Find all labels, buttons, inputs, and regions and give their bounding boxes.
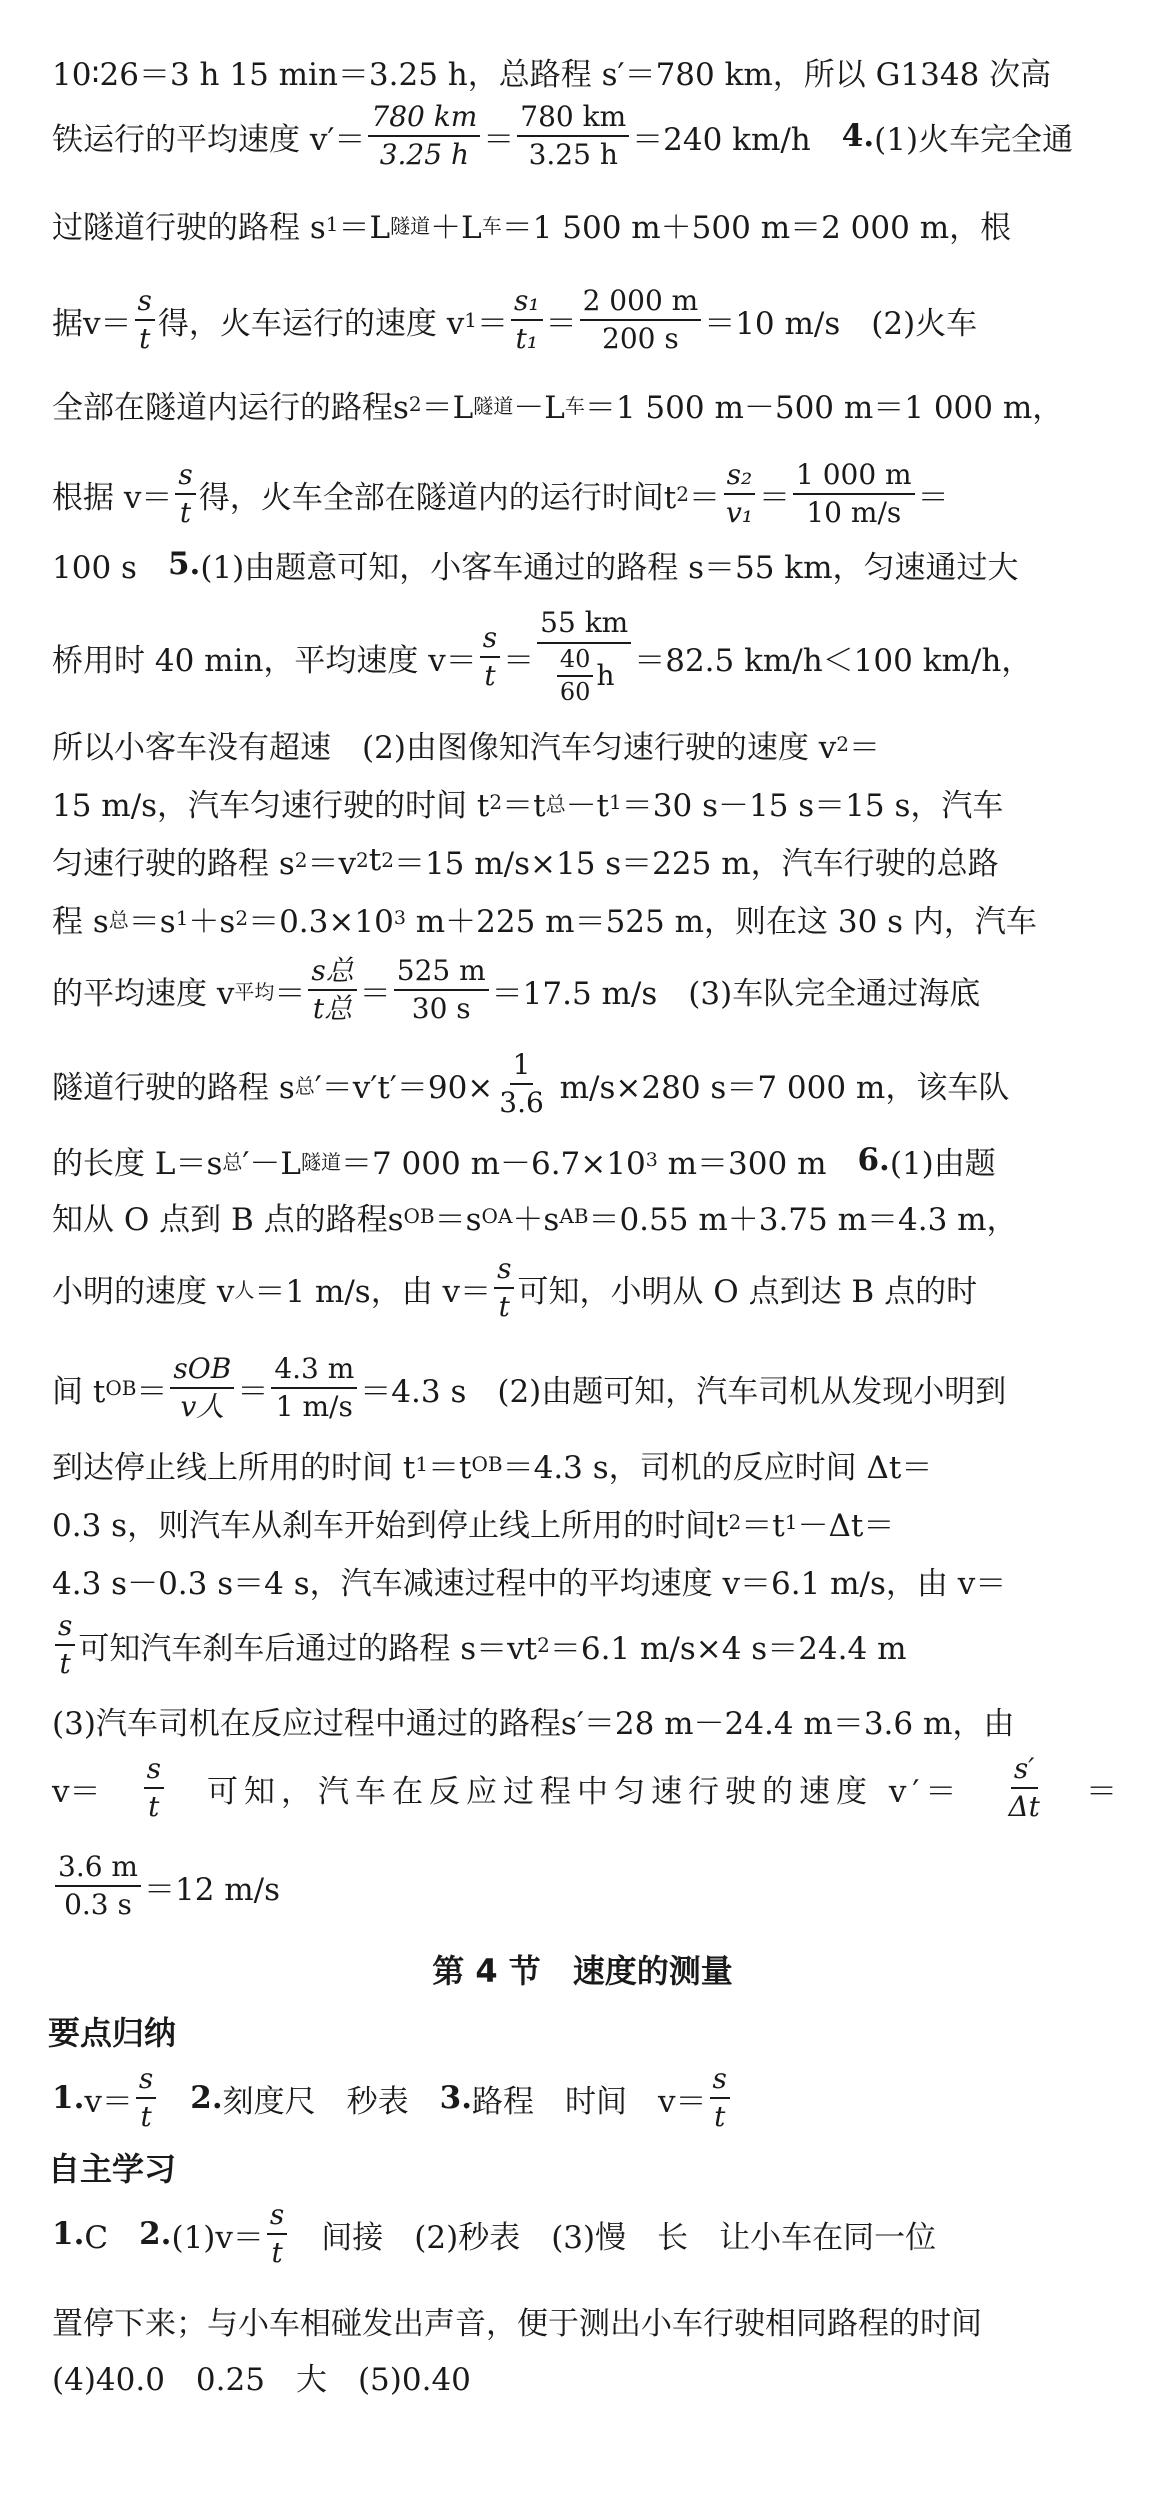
fraction xyxy=(271,1353,357,1423)
question-number: 1. xyxy=(52,2080,85,2116)
subscript: OB xyxy=(403,1204,435,1228)
subscript: AB xyxy=(559,1204,589,1228)
subscript: 隧道 xyxy=(473,393,514,418)
subscript: 2 xyxy=(235,906,249,930)
subscript: 2 xyxy=(294,848,308,872)
fraction xyxy=(517,101,629,171)
subscript: 总 xyxy=(545,791,566,816)
subscript: 总 xyxy=(222,1149,243,1174)
numerator: 1 xyxy=(510,1049,534,1085)
denominator: v人 xyxy=(180,1390,225,1423)
text-segment: ＝30 s－15 s＝15 s，汽车 xyxy=(621,787,1004,824)
text-segment: v＝ xyxy=(84,2083,133,2120)
text-segment: ＝ xyxy=(477,305,508,342)
text-line xyxy=(52,1696,1117,1744)
text-segment: 隧道行驶的路程 s xyxy=(52,1069,295,1106)
denominator: 3.25 h xyxy=(528,138,618,171)
text-segment: (1)火车完全通 xyxy=(874,121,1074,158)
text-segment: 到达停止线上所用的时间 t xyxy=(52,1449,416,1486)
text-segment: 可知，小明从 O 点到达 B 点的时 xyxy=(517,1273,978,1310)
question-number: 2. xyxy=(190,2080,223,2116)
text-segment: ＝1 500 m－500 m＝1 000 m， xyxy=(584,389,1064,426)
fraction xyxy=(580,285,702,355)
text-segment: 根据 v＝ xyxy=(52,479,173,516)
subscript: 2 xyxy=(408,392,422,416)
subscript: 2 xyxy=(537,1633,550,1657)
text-line xyxy=(52,778,1117,826)
text-segment: 10∶26＝3 h 15 min＝3.25 h，总路程 s′＝780 km，所以 G1348 次高 xyxy=(52,56,1052,93)
text-segment: 4.3 s－0.3 s＝4 s，汽车减速过程中的平均速度 v＝6.1 m/s，由 v＝ xyxy=(52,1565,1007,1602)
subscript: 1 xyxy=(784,1510,798,1534)
fraction xyxy=(710,2063,730,2133)
text-segment: ＋s xyxy=(188,903,236,940)
fraction xyxy=(496,1049,547,1119)
subscript: 2 xyxy=(676,482,689,506)
text-segment: 桥用时 40 min，平均速度 v＝ xyxy=(52,642,477,679)
subscript: OB xyxy=(105,1376,137,1400)
fraction xyxy=(394,955,489,1025)
question-number: 3. xyxy=(439,2080,473,2116)
text-segment: ＝ xyxy=(359,975,391,1012)
question-number: 6. xyxy=(857,1142,890,1178)
text-segment: 匀速行驶的路程 s xyxy=(52,845,295,882)
text-segment: 可知汽车刹车后通过的路程 s＝vt xyxy=(78,1630,538,1667)
text-segment: ＝7 000 m－6.7×10 xyxy=(340,1145,646,1182)
fraction xyxy=(136,2063,156,2133)
text-segment: ＝0.55 m＋3.75 m＝4.3 m， xyxy=(588,1201,1018,1238)
text-line xyxy=(52,1136,1117,1184)
fraction xyxy=(175,459,195,529)
text-segment: m＝300 m xyxy=(657,1145,858,1182)
text-segment: ＝t xyxy=(502,787,546,824)
text-line xyxy=(52,942,1117,1038)
fraction xyxy=(793,459,915,529)
text-segment: 过隧道行驶的路程 s xyxy=(52,209,326,246)
text-segment: ＋s xyxy=(512,1201,560,1238)
text-line xyxy=(52,446,1117,542)
numerator: s总 xyxy=(308,955,356,991)
text-segment: 全部在隧道内运行的路程s xyxy=(52,389,409,426)
fraction xyxy=(144,1753,164,1823)
text-line xyxy=(52,1036,1117,1132)
denominator: 200 s xyxy=(602,322,679,355)
subscript: 平均 xyxy=(234,979,275,1004)
fraction xyxy=(494,1253,514,1323)
text-line xyxy=(52,1838,1117,1934)
text-line xyxy=(52,1240,1117,1336)
text-segment: (1)由题意可知，小客车通过的路程 s＝55 km，匀速通过大 xyxy=(200,549,1019,586)
text-segment: 得，火车运行的速度 v xyxy=(157,305,465,342)
question-number: 2. xyxy=(139,2216,172,2252)
text-line xyxy=(52,1740,1117,1836)
superscript: 3 xyxy=(393,907,406,929)
text-segment: 15 m/s，汽车匀速行驶的时间 t xyxy=(52,787,490,824)
numerator: 3.6 m xyxy=(55,1851,141,1887)
inner-fraction xyxy=(557,646,594,707)
fraction xyxy=(55,1851,141,1921)
text-segment: ＝82.5 km/h＜100 km/h， xyxy=(634,642,1033,679)
text-segment: ＝ xyxy=(759,479,790,516)
denominator: t xyxy=(139,322,151,355)
subscript: OB xyxy=(471,1452,503,1476)
question-number: 1. xyxy=(52,2216,85,2252)
fraction xyxy=(55,1610,75,1680)
text-line xyxy=(52,1600,1117,1690)
denominator: t xyxy=(140,2100,152,2133)
text-line xyxy=(52,2186,1117,2282)
text-line xyxy=(52,720,1117,768)
text-segment: ＝10 m/s (2)火车 xyxy=(704,305,978,342)
fraction xyxy=(267,2199,287,2269)
text-segment: ＝s xyxy=(128,903,176,940)
text-segment: 可知，汽车在反应过程中匀速行驶的速度 v′＝ xyxy=(206,1773,963,1810)
numerator: s xyxy=(267,2199,287,2235)
subscript: 车 xyxy=(481,213,502,238)
text-line xyxy=(52,88,1117,184)
numerator: 4.3 m xyxy=(271,1353,357,1389)
heading-key-points: 要点归纳 xyxy=(48,2014,177,2052)
numerator: sOB xyxy=(170,1353,234,1389)
text-segment: 100 s xyxy=(52,549,168,586)
text-segment: 间接 (2)秒表 (3)慢 长 让小车在同一位 xyxy=(290,2219,937,2256)
text-segment: ＝4.3 s，司机的反应时间 Δt＝ xyxy=(502,1449,933,1486)
numerator: 525 m xyxy=(394,955,489,991)
text-segment: ＝0.3×10 xyxy=(248,903,394,940)
text-segment: t xyxy=(368,842,382,878)
denominator: v₁ xyxy=(725,496,753,529)
numerator: 2 000 m xyxy=(580,285,702,321)
text-segment: 小明的速度 v xyxy=(52,1273,235,1310)
denominator: 0.3 s xyxy=(64,1888,132,1921)
subscript: OA xyxy=(481,1204,513,1228)
text-segment: ＝ xyxy=(917,479,949,516)
text-segment: 的长度 L＝s xyxy=(52,1145,223,1182)
text-line xyxy=(52,1440,1117,1488)
text-segment: m＋225 m＝525 m，则在这 30 s 内，汽车 xyxy=(405,903,1037,940)
numerator: s′ xyxy=(1011,1753,1038,1789)
text-segment: ＝ xyxy=(1085,1773,1117,1810)
fraction xyxy=(308,955,356,1025)
text-segment: ＝t xyxy=(428,1449,472,1486)
denominator: t xyxy=(484,659,496,692)
fraction xyxy=(368,101,480,171)
text-segment: －Δt＝ xyxy=(797,1507,895,1544)
subscript: 隧道 xyxy=(390,213,431,238)
text-segment: 0.3 s，则汽车从刹车开始到停止线上所用的时间t xyxy=(52,1507,729,1544)
text-segment: (1)v＝ xyxy=(171,2219,264,2256)
text-segment: ＝1 500 m＋500 m＝2 000 m，根 xyxy=(501,209,1012,246)
text-line xyxy=(52,2050,1117,2146)
denominator: 1 m/s xyxy=(275,1390,353,1423)
subscript: 1 xyxy=(464,308,477,332)
denominator: t xyxy=(59,1647,71,1680)
numerator: s₂ xyxy=(724,459,756,495)
text-segment: ＝s xyxy=(434,1201,482,1238)
fraction xyxy=(135,285,155,355)
text-segment: ＝15 m/s×15 s＝225 m，汽车行驶的总路 xyxy=(393,845,999,882)
subscript: 1 xyxy=(415,1452,429,1476)
superscript: 3 xyxy=(645,1149,658,1171)
heading-self-study: 自主学习 xyxy=(48,2150,177,2188)
numerator: s xyxy=(55,1610,75,1646)
text-segment: ＝ xyxy=(274,975,306,1012)
text-line xyxy=(52,540,1117,588)
question-number: 4. xyxy=(841,118,875,154)
denominator xyxy=(551,644,618,707)
question-number: 5. xyxy=(167,546,201,582)
denominator: t xyxy=(498,1290,510,1323)
text-segment: ＝ xyxy=(136,1373,168,1410)
subscript: 2 xyxy=(728,1510,742,1534)
numerator: 780 km xyxy=(517,101,629,137)
text-segment: ′－L xyxy=(242,1145,301,1182)
text-line xyxy=(52,272,1117,368)
numerator: s xyxy=(710,2063,730,2099)
subscript: 总 xyxy=(108,907,129,932)
text-segment: 程 s xyxy=(52,903,109,940)
denominator: t xyxy=(714,2100,726,2133)
denominator: t xyxy=(271,2236,283,2269)
text-segment: 据v＝ xyxy=(52,305,132,342)
text-segment: －L xyxy=(513,389,565,426)
numerator: s xyxy=(136,2063,156,2099)
denominator: t₁ xyxy=(515,322,539,355)
text-segment: 铁运行的平均速度 v′＝ xyxy=(52,121,366,158)
text-segment: (4)40.0 0.25 大 (5)0.40 xyxy=(52,2361,471,2398)
text-segment: ＝1 m/s，由 v＝ xyxy=(254,1273,492,1310)
text-segment: C xyxy=(84,2219,140,2256)
text-segment xyxy=(159,2076,190,2121)
text-segment: ＝ xyxy=(483,121,515,158)
subscript: 2 xyxy=(381,848,394,872)
numerator: 55 km xyxy=(537,607,631,643)
numerator: 1 000 m xyxy=(793,459,915,495)
text-segment: v＝ xyxy=(52,1773,101,1810)
fraction xyxy=(511,285,543,355)
numerator: s₁ xyxy=(511,285,543,321)
text-segment: 所以小客车没有超速 (2)由图像知汽车匀速行驶的速度 v xyxy=(52,729,837,766)
denominator: t xyxy=(148,1790,160,1823)
text-segment: 间 t xyxy=(52,1373,106,1410)
text-segment: ＝240 km/h xyxy=(632,121,842,158)
compound-fraction xyxy=(537,607,631,706)
text-segment: 刻度尺 秒表 xyxy=(222,2083,440,2120)
text-line xyxy=(52,200,1117,248)
denominator: t xyxy=(179,496,192,529)
fraction xyxy=(1005,1753,1042,1823)
text-segment: ＝L xyxy=(421,389,474,426)
subscript: 1 xyxy=(325,212,339,236)
section-title: 第 4 节 速度的测量 xyxy=(432,1952,733,1990)
text-segment: －t xyxy=(565,787,610,824)
text-line xyxy=(52,836,1117,884)
text-segment: ＝v xyxy=(307,845,357,882)
denominator: 10 m/s xyxy=(806,496,902,529)
text-line xyxy=(52,1498,1117,1546)
subscript: 2 xyxy=(356,848,369,872)
text-segment: 知从 O 点到 B 点的路程s xyxy=(52,1201,404,1238)
text-line xyxy=(52,380,1117,428)
numerator: s xyxy=(480,622,500,658)
subscript: 1 xyxy=(175,906,189,930)
fraction xyxy=(170,1353,234,1423)
text-segment: m/s×280 s＝7 000 m，该车队 xyxy=(549,1069,1010,1106)
numerator: 780 km xyxy=(368,101,480,137)
text-segment: 路程 时间 v＝ xyxy=(472,2083,707,2120)
denominator: 3.25 h xyxy=(379,138,469,171)
denominator: 30 s xyxy=(411,992,471,1025)
numerator: s xyxy=(135,285,155,321)
text-line xyxy=(52,1340,1117,1436)
denominator: 3.6 xyxy=(499,1086,544,1119)
subscript: 2 xyxy=(836,732,850,756)
text-line xyxy=(52,592,1117,722)
text-segment: ＝t xyxy=(741,1507,785,1544)
numerator: s xyxy=(144,1753,164,1789)
text-segment: ＝ xyxy=(503,642,535,679)
text-segment: ＝ xyxy=(545,305,577,342)
text-segment: (1)由题 xyxy=(889,1145,996,1182)
text-line xyxy=(52,2296,1117,2344)
text-line xyxy=(52,1556,1117,1604)
text-segment: 得，火车全部在隧道内的运行时间t xyxy=(198,479,677,516)
text-segment: ＝17.5 m/s (3)车队完全通过海底 xyxy=(491,975,981,1012)
text-segment: 置停下来；与小车相碰发出声音，便于测出小车行驶相同路程的时间 xyxy=(52,2305,982,2342)
text-segment: ＝ xyxy=(688,479,720,516)
denominator: 60 xyxy=(559,678,591,707)
text-line xyxy=(52,1192,1117,1240)
text-segment: 的平均速度 v xyxy=(52,975,235,1012)
denominator: t总 xyxy=(312,992,353,1025)
numerator: 40 xyxy=(557,646,594,678)
text-segment: ＝4.3 s (2)由题可知，汽车司机从发现小明到 xyxy=(360,1373,1007,1410)
subscript: 总 xyxy=(294,1073,315,1098)
subscript: 人 xyxy=(234,1277,255,1302)
text-segment: ＝ xyxy=(237,1373,269,1410)
unit: h xyxy=(596,659,615,692)
subscript: 2 xyxy=(489,790,503,814)
text-line xyxy=(52,894,1117,942)
subscript: 隧道 xyxy=(300,1149,341,1174)
text-line xyxy=(52,2352,1117,2400)
text-segment: ′＝v′t′＝90× xyxy=(314,1069,494,1106)
numerator: s xyxy=(175,459,195,495)
subscript: 车 xyxy=(564,393,585,418)
denominator: Δt xyxy=(1008,1790,1040,1823)
text-segment: ＝12 m/s xyxy=(143,1871,281,1908)
fraction xyxy=(480,622,500,692)
subscript: 1 xyxy=(609,790,622,814)
text-segment: ＋L xyxy=(430,209,482,246)
text-segment: ＝6.1 m/s×4 s＝24.4 m xyxy=(549,1630,907,1667)
text-segment: (3)汽车司机在反应过程中通过的路程s′＝28 m－24.4 m＝3.6 m，由 xyxy=(52,1705,1015,1742)
text-segment: ＝ xyxy=(849,729,881,766)
fraction xyxy=(723,459,756,529)
text-segment: ＝L xyxy=(338,209,391,246)
numerator: s xyxy=(494,1253,514,1289)
